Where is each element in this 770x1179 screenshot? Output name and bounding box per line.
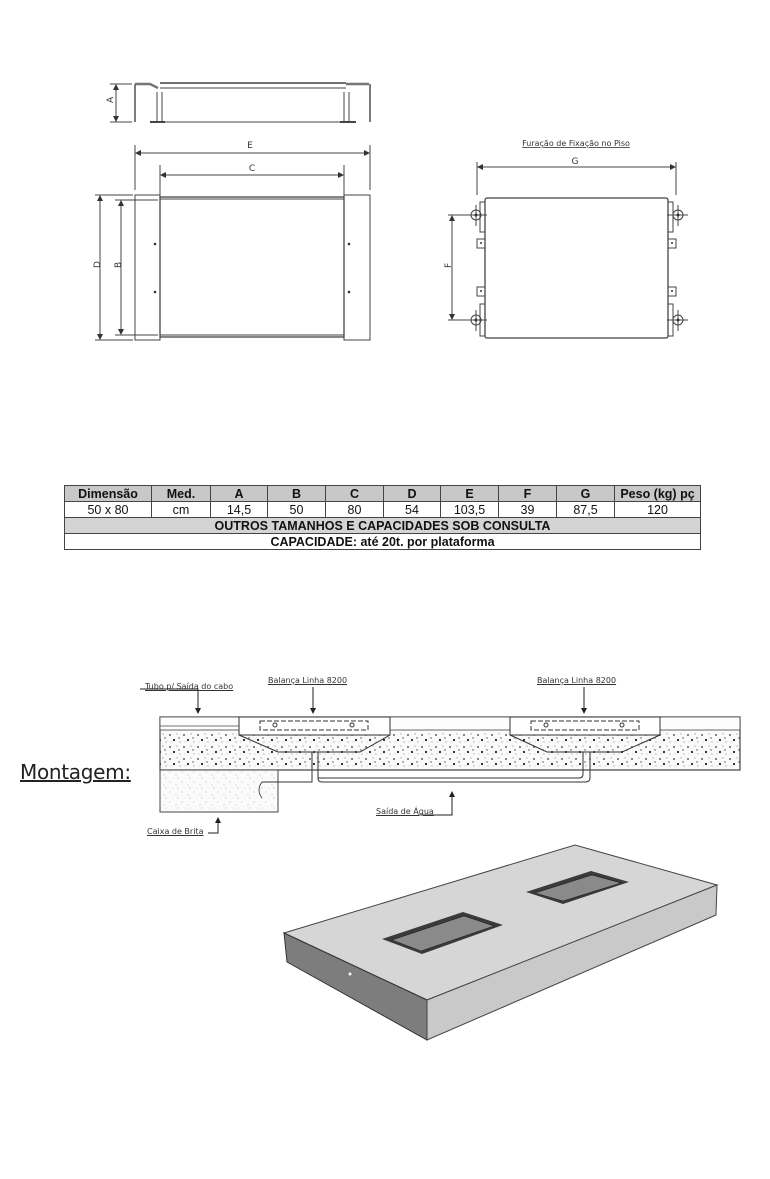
dim-label-e: E [247,141,253,151]
col-header: A [211,486,268,502]
label-gravel-box: Caixa de Brita [147,827,204,836]
table-note-row [65,534,701,550]
cell: 14,5 [211,502,268,518]
col-header: Med. [152,486,211,502]
spec-table [64,485,701,550]
cell: 87,5 [557,502,615,518]
installation-section-drawing [0,660,770,850]
capacity-note: CAPACIDADE: até 20t. por plataforma [65,534,701,550]
cell: 120 [615,502,701,518]
montagem-heading: Montagem: [20,760,131,784]
dim-label-b: B [114,261,124,268]
floor-fixing-drawing [448,162,688,338]
technical-drawings [0,0,770,380]
col-header: F [499,486,557,502]
other-sizes-note: OUTROS TAMANHOS E CAPACIDADES SOB CONSULTA [65,518,701,534]
cell: 50 [268,502,326,518]
dim-label-g: G [571,157,579,167]
table-header-row [65,486,701,502]
label-cable-tube: Tubo p/ Saída do cabo [145,682,234,691]
cell: 80 [326,502,384,518]
dim-label-a: A [106,96,116,103]
front-view-drawing [110,83,370,122]
col-header: E [441,486,499,502]
slab-3d-render [0,840,770,1050]
table-note-row [65,518,701,534]
cell: 39 [499,502,557,518]
floor-fixing-title: Furação de Fixação no Piso [522,139,630,148]
mounting-holes [154,243,351,294]
top-view-drawing [95,145,370,340]
col-header: G [557,486,615,502]
col-header: Peso (kg) pç [615,486,701,502]
cell: cm [152,502,211,518]
fixing-hole-dots [475,214,680,322]
col-header: D [384,486,441,502]
dim-label-d: D [93,261,103,268]
col-header: C [326,486,384,502]
cell: 50 x 80 [65,502,152,518]
cell: 54 [384,502,441,518]
col-header: Dimensão [65,486,152,502]
cell: 103,5 [441,502,499,518]
dim-label-c: C [248,164,256,174]
table-row [65,502,701,518]
col-header: B [268,486,326,502]
label-scale-2: Balança Linha 8200 [537,676,617,685]
label-water-outlet: Saída de Água [376,807,434,816]
label-scale-1: Balança Linha 8200 [268,676,348,685]
dim-label-f: F [444,262,454,268]
